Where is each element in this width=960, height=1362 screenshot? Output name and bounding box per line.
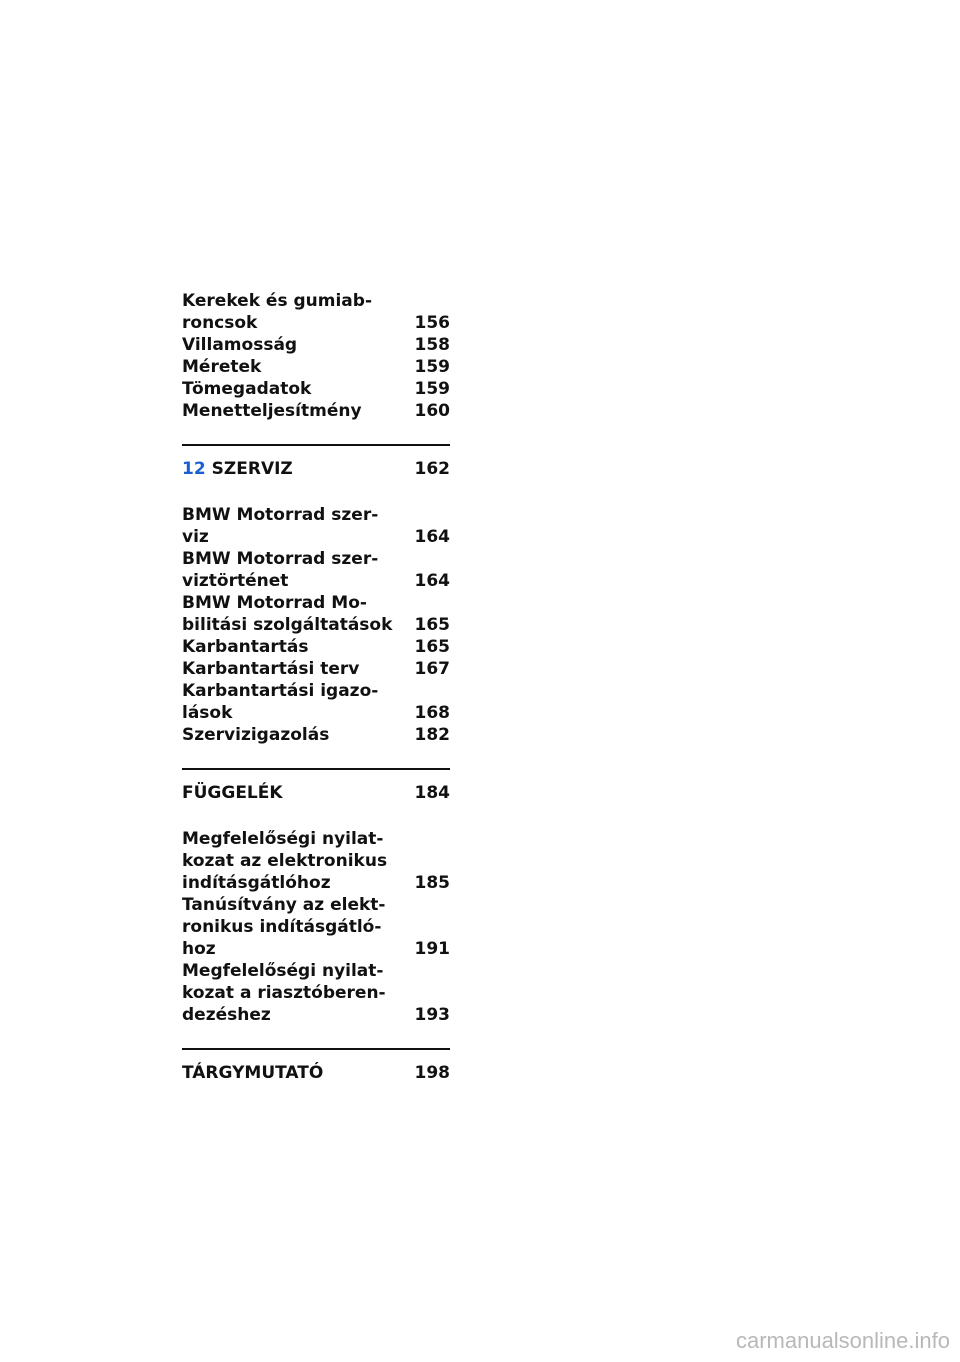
toc-entry[interactable] [182, 894, 450, 960]
toc-entry-title: Megfelelőségi nyilat- kozat az elektronikus indításgátlóhoz [182, 829, 388, 893]
section-divider [182, 768, 450, 770]
toc-entry-title: BMW Motorrad szer- viz [182, 505, 379, 547]
toc-entry[interactable] [182, 680, 450, 724]
toc-entry-page: 191 [414, 939, 450, 959]
toc-entry[interactable] [182, 724, 450, 746]
toc-entry-title: Méretek [182, 357, 262, 377]
toc-entry-page: 168 [414, 703, 450, 723]
toc-entry[interactable] [182, 828, 450, 894]
watermark-text: carmanualsonline.info [735, 1328, 950, 1353]
section-title-wrap [182, 458, 293, 480]
toc-entry[interactable] [182, 960, 450, 1026]
toc-entry[interactable] [182, 504, 450, 548]
toc-entry-title: Menetteljesítmény [182, 401, 362, 421]
section-page: 184 [414, 783, 450, 803]
toc-entry[interactable] [182, 290, 450, 334]
section-number: 12 [182, 459, 206, 479]
toc-entry[interactable] [182, 334, 450, 356]
toc-entry-page: 185 [414, 873, 450, 893]
toc-entry-title: Karbantartás [182, 637, 309, 657]
toc-entry[interactable] [182, 592, 450, 636]
toc-entry-page: 165 [414, 615, 450, 635]
section-title: FÜGGELÉK [182, 783, 283, 803]
toc-group-appendix [182, 768, 450, 1026]
toc-entry-title: Villamosság [182, 335, 298, 355]
toc-entry-title: Szervizigazolás [182, 725, 330, 745]
table-of-contents [182, 290, 450, 1108]
toc-section-heading[interactable] [182, 458, 450, 480]
toc-entry-page: 167 [414, 659, 450, 679]
toc-entry[interactable] [182, 658, 450, 680]
toc-entry-page: 182 [414, 725, 450, 745]
section-divider [182, 444, 450, 446]
toc-entry-page: 160 [414, 401, 450, 421]
toc-group-technical-data [182, 290, 450, 422]
toc-entry-title: Karbantartási terv [182, 659, 360, 679]
section-page: 162 [414, 459, 450, 479]
toc-section-heading[interactable] [182, 782, 450, 804]
toc-group-service [182, 444, 450, 746]
toc-entry-page: 164 [414, 527, 450, 547]
toc-entry-page: 164 [414, 571, 450, 591]
toc-section-heading[interactable] [182, 1062, 450, 1084]
toc-entry-page: 159 [414, 357, 450, 377]
toc-entry-title: Karbantartási igazo- lások [182, 681, 379, 723]
toc-entry-title: Tömegadatok [182, 379, 312, 399]
toc-entry[interactable] [182, 636, 450, 658]
toc-entry[interactable] [182, 356, 450, 378]
toc-entry-page: 193 [414, 1005, 450, 1025]
toc-entry-page: 165 [414, 637, 450, 657]
toc-entry[interactable] [182, 400, 450, 422]
toc-entry-title: Tanúsítvány az elekt- ronikus indításgátló- hoz [182, 895, 386, 959]
section-page: 198 [414, 1063, 450, 1083]
toc-entry-page: 158 [414, 335, 450, 355]
toc-entry[interactable] [182, 378, 450, 400]
section-divider [182, 1048, 450, 1050]
toc-group-index [182, 1048, 450, 1084]
toc-entry-page: 159 [414, 379, 450, 399]
toc-entry-title: BMW Motorrad szer- viztörténet [182, 549, 379, 591]
toc-entry-page: 156 [414, 313, 450, 333]
section-title: SZERVIZ [211, 459, 293, 479]
toc-entry-title: Megfelelőségi nyilat- kozat a riasztóberen- dezéshez [182, 961, 386, 1025]
toc-entry[interactable] [182, 548, 450, 592]
toc-entry-title: BMW Motorrad Mo- bilitási szolgáltatások [182, 593, 393, 635]
section-title: TÁRGYMUTATÓ [182, 1063, 324, 1083]
toc-entry-title: Kerekek és gumiab- roncsok [182, 291, 372, 333]
